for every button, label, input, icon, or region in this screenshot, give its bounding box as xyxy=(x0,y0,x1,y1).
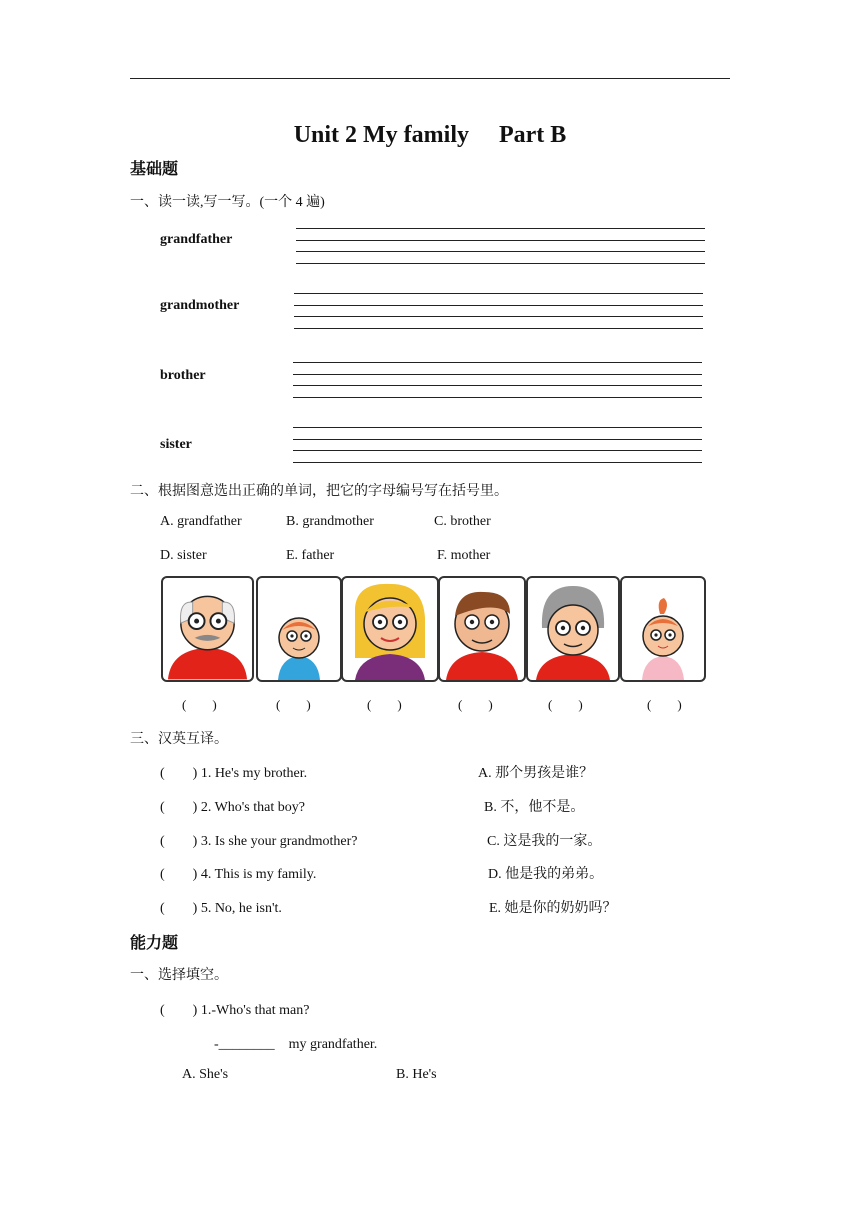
answer-blank-4[interactable]: ( ) xyxy=(458,697,493,712)
ability1-answer-line: -________ my grandfather. xyxy=(214,1037,378,1052)
writing-lines-3[interactable] xyxy=(293,362,702,408)
writing-lines-4[interactable] xyxy=(293,427,702,473)
option-c: C. brother xyxy=(434,514,491,529)
answer-blank-2[interactable]: ( ) xyxy=(276,697,311,712)
answer-blank-1[interactable]: ( ) xyxy=(182,697,217,712)
writing-lines-1[interactable] xyxy=(296,228,705,274)
picture-girl xyxy=(620,576,706,682)
translation-option-d: D. 他是我的弟弟。 xyxy=(488,867,604,882)
ability1-option-b: B. He's xyxy=(396,1067,437,1082)
part2-heading: 二、根据图意选出正确的单词，把它的字母编号写在括号里。 xyxy=(130,484,508,499)
option-d: D. sister xyxy=(160,548,207,563)
section-basic-heading: 基础题 xyxy=(130,159,179,178)
answer-blank-3[interactable]: ( ) xyxy=(367,697,402,712)
part3-heading: 三、汉英互译。 xyxy=(130,732,228,747)
translation-option-a: A. 那个男孩是谁？ xyxy=(478,766,594,781)
answer-blank-5[interactable]: ( ) xyxy=(548,697,583,712)
option-e: E. father xyxy=(286,548,335,563)
section-ability-heading: 能力题 xyxy=(130,933,179,952)
ability1-question-1: ( ) 1.-Who's that man? xyxy=(160,1003,310,1018)
translation-option-b: B. 不，他不是。 xyxy=(484,800,585,815)
option-b: B. grandmother xyxy=(286,514,374,529)
translation-item-4: ( ) 4. This is my family. xyxy=(160,867,317,882)
picture-mother xyxy=(341,576,439,682)
part1-heading: 一、读一读,写一写。(一个 4 遍) xyxy=(130,195,325,210)
word-grandfather: grandfather xyxy=(160,232,233,247)
answer-blank-6[interactable]: ( ) xyxy=(647,697,682,712)
option-f: F. mother xyxy=(437,548,491,563)
translation-item-1: ( ) 1. He's my brother. xyxy=(160,766,308,781)
translation-option-c: C. 这是我的一家。 xyxy=(487,834,602,849)
word-grandmother: grandmother xyxy=(160,298,240,313)
picture-boy xyxy=(256,576,342,682)
word-sister: sister xyxy=(160,437,192,452)
picture-grandfather xyxy=(161,576,254,682)
header-rule xyxy=(130,78,730,79)
page-title: Unit 2 My family Part B xyxy=(293,122,567,148)
writing-lines-2[interactable] xyxy=(294,293,703,339)
ability1-heading: 一、选择填空。 xyxy=(130,968,228,983)
translation-item-2: ( ) 2. Who's that boy? xyxy=(160,800,305,815)
picture-father xyxy=(438,576,526,682)
ability1-option-a: A. She's xyxy=(182,1067,229,1082)
word-brother: brother xyxy=(160,368,206,383)
picture-grandmother xyxy=(526,576,620,682)
option-a: A. grandfather xyxy=(160,514,242,529)
translation-item-5: ( ) 5. No, he isn't. xyxy=(160,901,282,916)
translation-item-3: ( ) 3. Is she your grandmother? xyxy=(160,834,358,849)
translation-option-e: E. 她是你的奶奶吗？ xyxy=(489,901,617,916)
